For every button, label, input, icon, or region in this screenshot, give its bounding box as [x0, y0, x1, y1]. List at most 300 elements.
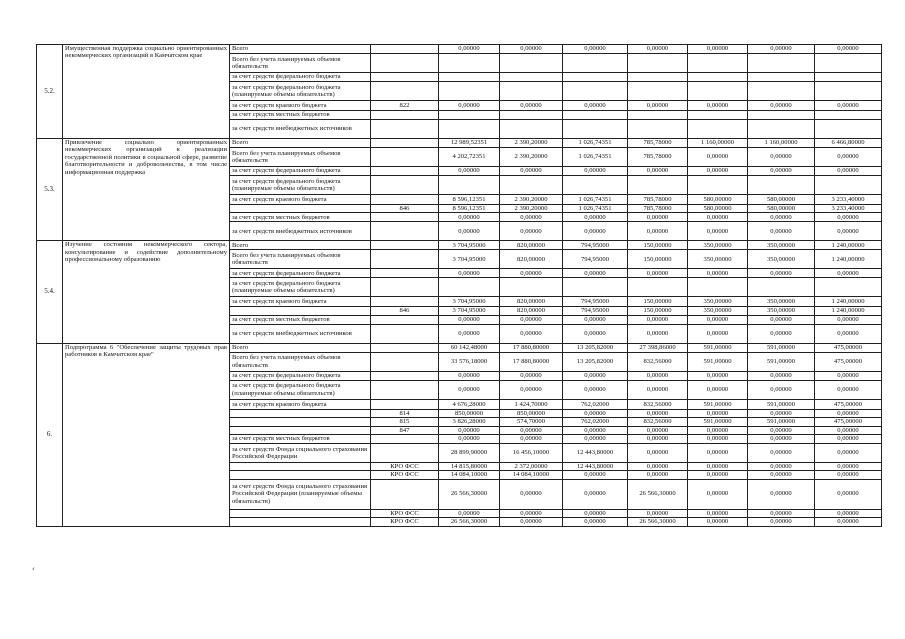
amount-cell: 0,00000: [688, 213, 748, 222]
amount-cell: 0,00000: [748, 509, 815, 517]
funding-source-label: за счет средств краевого бюджета: [230, 399, 371, 409]
amount-cell: 762,02000: [563, 418, 628, 426]
funding-source-label: Всего: [230, 241, 371, 250]
amount-cell: 0,00000: [688, 462, 748, 470]
amount-cell: 591,00000: [748, 418, 815, 426]
amount-cell: 0,00000: [563, 213, 628, 222]
amount-cell: [628, 120, 688, 139]
amount-cell: 0,00000: [563, 324, 628, 343]
amount-cell: 3 826,28000: [439, 418, 500, 426]
amount-cell: 17 880,80000: [500, 343, 563, 352]
administrator-code: 846: [371, 307, 439, 315]
amount-cell: 0,00000: [688, 222, 748, 241]
amount-cell: 0,00000: [815, 371, 882, 380]
amount-cell: [439, 120, 500, 139]
funding-source-label: [230, 518, 371, 527]
amount-cell: 0,00000: [815, 443, 882, 462]
amount-cell: 0,00000: [748, 371, 815, 380]
section-number: 5.3.: [37, 139, 63, 241]
amount-cell: 475,00000: [815, 343, 882, 352]
funding-source-label: за счет средств федерального бюджета (планируемые объемы обязательств): [230, 278, 371, 297]
administrator-code: 822: [371, 101, 439, 111]
amount-cell: 0,00000: [815, 479, 882, 509]
administrator-code: [371, 45, 439, 54]
amount-cell: 2 372,00000: [500, 462, 563, 470]
amount-cell: 820,00000: [500, 307, 563, 315]
amount-cell: [688, 73, 748, 82]
amount-cell: [628, 111, 688, 120]
amount-cell: 16 456,10000: [500, 443, 563, 462]
amount-cell: 3 233,40000: [815, 205, 882, 213]
amount-cell: 6 466,80000: [815, 139, 882, 148]
amount-cell: [748, 278, 815, 297]
administrator-code: [371, 222, 439, 241]
amount-cell: [748, 73, 815, 82]
amount-cell: 0,00000: [439, 213, 500, 222]
funding-source-label: Всего без учета планируемых объемов обязательств: [230, 250, 371, 269]
funding-source-label: Всего: [230, 343, 371, 352]
section-name: Имущественная поддержка социально ориентированных некоммерческих организаций в Камчатском крае: [63, 45, 230, 139]
amount-cell: [628, 82, 688, 101]
administrator-code: 847: [371, 426, 439, 434]
amount-cell: 0,00000: [500, 324, 563, 343]
amount-cell: 0,00000: [563, 269, 628, 278]
funding-source-label: за счет средств Фонда социального страхования Российской Федерации (планируемые объемы обязательств): [230, 479, 371, 509]
amount-cell: 0,00000: [815, 462, 882, 470]
amount-cell: 350,00000: [748, 297, 815, 307]
funding-source-label: за счет средств федерального бюджета (планируемые объемы обязательств): [230, 380, 371, 399]
amount-cell: 574,70000: [500, 418, 563, 426]
amount-cell: 1 026,74351: [563, 195, 628, 205]
administrator-code: КРО ФСС: [371, 509, 439, 517]
amount-cell: [500, 111, 563, 120]
amount-cell: 0,00000: [748, 479, 815, 509]
administrator-code: КРО ФСС: [371, 471, 439, 479]
administrator-code: [371, 380, 439, 399]
amount-cell: 0,00000: [748, 443, 815, 462]
amount-cell: 0,00000: [563, 426, 628, 434]
amount-cell: [748, 111, 815, 120]
amount-cell: 0,00000: [748, 434, 815, 443]
amount-cell: 0,00000: [439, 380, 500, 399]
funding-source-label: Всего без учета планируемых объемов обязательств: [230, 352, 371, 371]
amount-cell: 28 899,90000: [439, 443, 500, 462]
amount-cell: 0,00000: [500, 371, 563, 380]
amount-cell: 475,00000: [815, 399, 882, 409]
amount-cell: 0,00000: [815, 222, 882, 241]
administrator-code: [371, 343, 439, 352]
amount-cell: 0,00000: [563, 509, 628, 517]
funding-source-label: за счет средств краевого бюджета: [230, 195, 371, 205]
amount-cell: 0,00000: [500, 101, 563, 111]
amount-cell: 2 390,20000: [500, 195, 563, 205]
amount-cell: [500, 82, 563, 101]
amount-cell: 0,00000: [688, 315, 748, 324]
amount-cell: 0,00000: [439, 371, 500, 380]
amount-cell: 17 880,80000: [500, 352, 563, 371]
amount-cell: 27 398,86000: [628, 343, 688, 352]
administrator-code: [371, 443, 439, 462]
amount-cell: 0,00000: [563, 479, 628, 509]
amount-cell: [815, 120, 882, 139]
amount-cell: 4 202,72351: [439, 148, 500, 167]
amount-cell: 591,00000: [688, 352, 748, 371]
amount-cell: 1 026,74351: [563, 205, 628, 213]
amount-cell: 1 240,00000: [815, 241, 882, 250]
amount-cell: 850,00000: [439, 409, 500, 417]
amount-cell: 0,00000: [815, 148, 882, 167]
amount-cell: 150,00000: [628, 297, 688, 307]
amount-cell: 0,00000: [688, 509, 748, 517]
amount-cell: [628, 73, 688, 82]
amount-cell: 0,00000: [439, 315, 500, 324]
amount-cell: 580,00000: [748, 195, 815, 205]
amount-cell: 0,00000: [688, 371, 748, 380]
funding-source-label: за счет средств федерального бюджета: [230, 371, 371, 380]
amount-cell: [439, 111, 500, 120]
amount-cell: 150,00000: [628, 241, 688, 250]
amount-cell: 0,00000: [688, 434, 748, 443]
amount-cell: 33 576,18000: [439, 352, 500, 371]
amount-cell: 1 240,00000: [815, 250, 882, 269]
administrator-code: [371, 250, 439, 269]
amount-cell: 0,00000: [628, 471, 688, 479]
amount-cell: 0,00000: [748, 315, 815, 324]
amount-cell: 0,00000: [688, 324, 748, 343]
administrator-code: [371, 167, 439, 176]
amount-cell: 591,00000: [748, 352, 815, 371]
amount-cell: [688, 54, 748, 73]
funding-source-label: Всего без учета планируемых объемов обязательств: [230, 54, 371, 73]
section-number: 5.4.: [37, 241, 63, 343]
amount-cell: 0,00000: [439, 269, 500, 278]
administrator-code: [371, 241, 439, 250]
amount-cell: [688, 82, 748, 101]
amount-cell: [748, 120, 815, 139]
funding-source-label: за счет средств федерального бюджета: [230, 167, 371, 176]
amount-cell: [563, 111, 628, 120]
amount-cell: 14 084,10000: [439, 471, 500, 479]
amount-cell: 0,00000: [563, 101, 628, 111]
amount-cell: [748, 54, 815, 73]
amount-cell: [439, 176, 500, 195]
amount-cell: 0,00000: [688, 426, 748, 434]
amount-cell: 1 160,00000: [688, 139, 748, 148]
amount-cell: 0,00000: [628, 434, 688, 443]
amount-cell: 0,00000: [628, 315, 688, 324]
budget-table: [36, 44, 882, 527]
amount-cell: 475,00000: [815, 352, 882, 371]
amount-cell: 762,02000: [563, 399, 628, 409]
amount-cell: 0,00000: [439, 101, 500, 111]
amount-cell: 0,00000: [500, 222, 563, 241]
funding-source-label: за счет средств краевого бюджета: [230, 297, 371, 307]
funding-source-label: [230, 418, 371, 426]
funding-source-label: [230, 307, 371, 315]
amount-cell: [748, 82, 815, 101]
amount-cell: 8 596,12351: [439, 195, 500, 205]
administrator-code: КРО ФСС: [371, 518, 439, 527]
amount-cell: 0,00000: [815, 434, 882, 443]
amount-cell: 0,00000: [500, 167, 563, 176]
amount-cell: [563, 120, 628, 139]
amount-cell: [439, 82, 500, 101]
section-name: Подпрограмма 6 "Обеспечение защиты трудовых прав работников в Камчатском крае": [63, 343, 230, 526]
amount-cell: 591,00000: [748, 343, 815, 352]
amount-cell: 350,00000: [748, 241, 815, 250]
amount-cell: 0,00000: [815, 213, 882, 222]
amount-cell: 785,78000: [628, 139, 688, 148]
amount-cell: 0,00000: [628, 167, 688, 176]
amount-cell: 13 205,82000: [563, 343, 628, 352]
funding-source-label: за счет средств федерального бюджета: [230, 269, 371, 278]
amount-cell: 350,00000: [748, 250, 815, 269]
amount-cell: 12 443,80000: [563, 443, 628, 462]
administrator-code: [371, 315, 439, 324]
amount-cell: 475,00000: [815, 418, 882, 426]
amount-cell: 2 390,20000: [500, 148, 563, 167]
funding-source-label: [230, 509, 371, 517]
amount-cell: 0,00000: [688, 167, 748, 176]
amount-cell: 0,00000: [688, 518, 748, 527]
amount-cell: 0,00000: [815, 315, 882, 324]
amount-cell: 0,00000: [628, 443, 688, 462]
funding-source-label: за счет средств внебюджетных источников: [230, 222, 371, 241]
amount-cell: 0,00000: [748, 426, 815, 434]
amount-cell: 3 704,95000: [439, 250, 500, 269]
amount-cell: 0,00000: [815, 426, 882, 434]
amount-cell: [563, 73, 628, 82]
amount-cell: [815, 111, 882, 120]
funding-source-label: [230, 426, 371, 434]
amount-cell: 0,00000: [688, 148, 748, 167]
amount-cell: [815, 54, 882, 73]
amount-cell: 0,00000: [688, 443, 748, 462]
administrator-code: [371, 120, 439, 139]
amount-cell: 0,00000: [563, 409, 628, 417]
amount-cell: 591,00000: [688, 399, 748, 409]
amount-cell: 350,00000: [688, 241, 748, 250]
amount-cell: 0,00000: [439, 324, 500, 343]
administrator-code: КРО ФСС: [371, 462, 439, 470]
administrator-code: [371, 73, 439, 82]
amount-cell: 3 704,95000: [439, 241, 500, 250]
funding-source-label: Всего без учета планируемых объемов обязательств: [230, 148, 371, 167]
amount-cell: 0,00000: [500, 380, 563, 399]
amount-cell: 0,00000: [748, 222, 815, 241]
amount-cell: 0,00000: [500, 434, 563, 443]
amount-cell: [439, 73, 500, 82]
amount-cell: 794,95000: [563, 241, 628, 250]
amount-cell: 0,00000: [748, 213, 815, 222]
amount-cell: 0,00000: [628, 45, 688, 54]
amount-cell: [439, 278, 500, 297]
amount-cell: 26 566,30000: [439, 518, 500, 527]
funding-source-label: [230, 409, 371, 417]
amount-cell: 0,00000: [439, 434, 500, 443]
amount-cell: 850,00000: [500, 409, 563, 417]
administrator-code: [371, 352, 439, 371]
administrator-code: [371, 111, 439, 120]
page-mark: ‹: [32, 565, 35, 573]
amount-cell: 832,56000: [628, 399, 688, 409]
funding-source-label: за счет средств краевого бюджета: [230, 101, 371, 111]
administrator-code: [371, 371, 439, 380]
amount-cell: 12 989,52351: [439, 139, 500, 148]
funding-source-label: за счет средств местных бюджетов: [230, 111, 371, 120]
table-row: [37, 139, 882, 148]
amount-cell: 0,00000: [815, 324, 882, 343]
amount-cell: 3 233,40000: [815, 195, 882, 205]
amount-cell: [500, 73, 563, 82]
amount-cell: 0,00000: [628, 380, 688, 399]
amount-cell: [563, 278, 628, 297]
table-row: [37, 343, 882, 352]
amount-cell: 0,00000: [563, 371, 628, 380]
amount-cell: 0,00000: [748, 380, 815, 399]
amount-cell: 350,00000: [748, 307, 815, 315]
amount-cell: 832,56000: [628, 418, 688, 426]
administrator-code: [371, 54, 439, 73]
amount-cell: 0,00000: [688, 471, 748, 479]
amount-cell: [500, 278, 563, 297]
funding-source-label: за счет средств местных бюджетов: [230, 434, 371, 443]
amount-cell: 350,00000: [688, 250, 748, 269]
amount-cell: 0,00000: [688, 479, 748, 509]
amount-cell: [815, 278, 882, 297]
amount-cell: 0,00000: [748, 471, 815, 479]
amount-cell: 3 704,95000: [439, 297, 500, 307]
amount-cell: 0,00000: [563, 45, 628, 54]
amount-cell: 591,00000: [688, 343, 748, 352]
table-row: [37, 45, 882, 54]
amount-cell: 0,00000: [628, 213, 688, 222]
amount-cell: 0,00000: [500, 518, 563, 527]
amount-cell: 0,00000: [688, 380, 748, 399]
amount-cell: 0,00000: [439, 45, 500, 54]
amount-cell: 0,00000: [815, 518, 882, 527]
amount-cell: [628, 278, 688, 297]
amount-cell: 794,95000: [563, 297, 628, 307]
amount-cell: 150,00000: [628, 250, 688, 269]
amount-cell: 3 704,95000: [439, 307, 500, 315]
amount-cell: [563, 176, 628, 195]
amount-cell: 0,00000: [500, 479, 563, 509]
amount-cell: 0,00000: [628, 426, 688, 434]
amount-cell: 0,00000: [688, 269, 748, 278]
amount-cell: 0,00000: [688, 101, 748, 111]
amount-cell: 8 596,12351: [439, 205, 500, 213]
amount-cell: 350,00000: [688, 297, 748, 307]
administrator-code: [371, 82, 439, 101]
amount-cell: [563, 54, 628, 73]
amount-cell: [500, 54, 563, 73]
amount-cell: 0,00000: [628, 324, 688, 343]
amount-cell: 0,00000: [815, 471, 882, 479]
amount-cell: 0,00000: [563, 471, 628, 479]
amount-cell: 0,00000: [628, 101, 688, 111]
funding-source-label: [230, 462, 371, 470]
funding-source-label: [230, 205, 371, 213]
amount-cell: [688, 111, 748, 120]
amount-cell: 0,00000: [815, 380, 882, 399]
amount-cell: [563, 82, 628, 101]
amount-cell: 0,00000: [748, 101, 815, 111]
amount-cell: [748, 176, 815, 195]
amount-cell: [628, 176, 688, 195]
administrator-code: [371, 195, 439, 205]
amount-cell: 0,00000: [500, 509, 563, 517]
amount-cell: 0,00000: [815, 45, 882, 54]
table-row: [37, 241, 882, 250]
amount-cell: 0,00000: [815, 167, 882, 176]
amount-cell: 0,00000: [563, 222, 628, 241]
amount-cell: 1 160,00000: [748, 139, 815, 148]
amount-cell: 0,00000: [439, 426, 500, 434]
amount-cell: 785,78000: [628, 148, 688, 167]
amount-cell: 0,00000: [688, 45, 748, 54]
amount-cell: 0,00000: [748, 462, 815, 470]
amount-cell: 0,00000: [628, 409, 688, 417]
amount-cell: 0,00000: [563, 434, 628, 443]
funding-source-label: [230, 471, 371, 479]
amount-cell: 832,56000: [628, 352, 688, 371]
amount-cell: 14 815,80000: [439, 462, 500, 470]
amount-cell: 0,00000: [815, 269, 882, 278]
amount-cell: 591,00000: [688, 418, 748, 426]
section-name: Привлечение социально ориентированных некоммерческих организаций к реализации государственной политики в социальной сфере, развитие благотворительности и добровольчества, в том числе информационная поддержка: [63, 139, 230, 241]
funding-source-label: за счет средств местных бюджетов: [230, 315, 371, 324]
amount-cell: 0,00000: [628, 269, 688, 278]
amount-cell: 0,00000: [748, 269, 815, 278]
amount-cell: 1 240,00000: [815, 307, 882, 315]
amount-cell: 2 390,20000: [500, 139, 563, 148]
administrator-code: [371, 297, 439, 307]
amount-cell: 0,00000: [748, 324, 815, 343]
section-number: 6.: [37, 343, 63, 526]
amount-cell: 0,00000: [748, 518, 815, 527]
amount-cell: 820,00000: [500, 250, 563, 269]
funding-source-label: за счет средств федерального бюджета: [230, 73, 371, 82]
amount-cell: [500, 120, 563, 139]
administrator-code: 815: [371, 418, 439, 426]
administrator-code: 846: [371, 205, 439, 213]
amount-cell: 0,00000: [688, 409, 748, 417]
amount-cell: 13 205,82000: [563, 352, 628, 371]
funding-source-label: за счет средств местных бюджетов: [230, 213, 371, 222]
amount-cell: [688, 176, 748, 195]
amount-cell: 580,00000: [688, 195, 748, 205]
section-name: Изучение состояния некоммерческого сектора, консультирование и содействие дополнительному профессиональному образованию: [63, 241, 230, 343]
funding-source-label: за счет средств федерального бюджета (планируемые объемы обязательств): [230, 176, 371, 195]
funding-source-label: за счет средств Фонда социального страхования Российской Федерации: [230, 443, 371, 462]
amount-cell: [688, 278, 748, 297]
amount-cell: 0,00000: [500, 213, 563, 222]
section-number: 5.2.: [37, 45, 63, 139]
amount-cell: 0,00000: [500, 426, 563, 434]
amount-cell: [439, 54, 500, 73]
amount-cell: 820,00000: [500, 297, 563, 307]
amount-cell: 0,00000: [628, 509, 688, 517]
amount-cell: 0,00000: [628, 462, 688, 470]
amount-cell: 0,00000: [748, 45, 815, 54]
amount-cell: 785,78000: [628, 205, 688, 213]
amount-cell: 26 566,30000: [439, 479, 500, 509]
amount-cell: 0,00000: [500, 315, 563, 324]
amount-cell: 0,00000: [500, 269, 563, 278]
amount-cell: 0,00000: [563, 380, 628, 399]
funding-source-label: Всего: [230, 139, 371, 148]
